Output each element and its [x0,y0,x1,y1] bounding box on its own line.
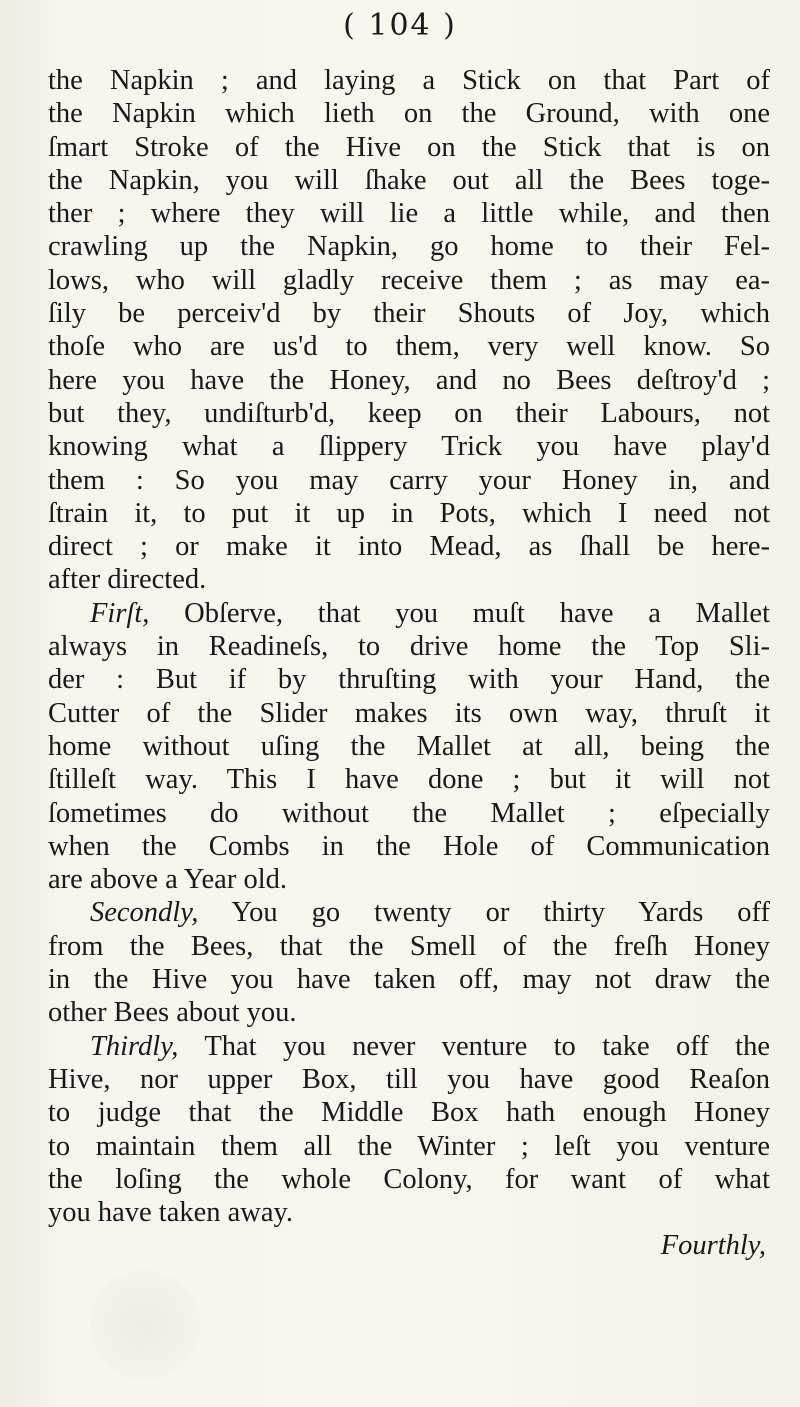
text-line: them : So you may carry your Honey in, and [48,464,770,496]
paragraph-first-line [48,896,770,929]
text-line: ſmart Stroke of the Hive on the Stick that is on [48,131,770,163]
paragraph-label-third: Thirdly, [90,1030,179,1062]
text-line: Cutter of the Slider makes its own way, thruſt it [48,697,770,729]
text-line: in the Hive you have taken off, may not draw the [48,964,770,996]
paragraph-label-second: Secondly, [90,897,199,929]
text-line: are above a Year old. [48,864,287,896]
text-line: from the Bees, that the Smell of the freſh Honey [48,930,770,962]
text-line: when the Combs in the Hole of Communication [48,830,770,862]
text-line: Obſerve, that you muſt have a Mallet [184,597,770,629]
paragraph-first-line [48,1030,770,1063]
text-line: crawling up the Napkin, go home to their Fel- [48,231,770,263]
text-line: Hive, nor upper Box, till you have good Reaſon [48,1063,770,1095]
text-line: the Napkin ; and laying a Stick on that Part of [48,65,770,96]
paragraph-first-line [48,597,770,630]
text-line: You go twenty or thirty Yards off [231,897,770,929]
page-number: ( 104 ) [343,8,457,43]
body-text [48,64,770,1263]
text-line: to judge that the Middle Box hath enough Honey [48,1097,770,1129]
text-line: always in Readineſs, to drive home the Top Sli- [48,631,770,663]
text-line: ſily be perceiv'd by their Shouts of Joy, which [48,298,770,330]
text-line: after directed. [48,564,207,596]
text-line: ſometimes do without the Mallet ; eſpecially [48,797,770,829]
text-line: here you have the Honey, and no Bees deſtroy'd ; [48,364,770,396]
text-line: der : But if by thruſting with your Hand, the [48,664,770,696]
text-line: to maintain them all the Winter ; leſt you venture [48,1130,770,1162]
catchword: Fourthly, [660,1230,766,1262]
paragraph-label-first: Firſt, [90,597,150,629]
text-line: but they, undiſturb'd, keep on their Labours, not [48,397,770,429]
text-line: other Bees about you. [48,997,297,1029]
text-line: knowing what a ſlippery Trick you have play'd [48,431,770,463]
text-line: the loſing the whole Colony, for want of what [48,1163,770,1195]
text-line: ſtrain it, to put it up in Pots, which I need not [48,497,770,529]
text-line: the Napkin, you will ſhake out all the Bees toge- [48,164,770,196]
text-line: home without uſing the Mallet at all, being the [48,730,770,762]
text-line: That you never venture to take off the [204,1030,770,1062]
text-line: you have taken away. [48,1197,294,1229]
text-line: ſtilleſt way. This I have done ; but it will not [48,764,770,796]
text-line: the Napkin which lieth on the Ground, with one [48,98,770,130]
text-line: ther ; where they will lie a little while, and then [48,198,770,230]
text-line: direct ; or make it into Mead, as ſhall be here- [48,531,770,563]
text-line: thoſe who are us'd to them, very well know. So [48,331,770,363]
paper-smudge [90,1270,200,1380]
text-line: lows, who will gladly receive them ; as may ea- [48,264,770,296]
